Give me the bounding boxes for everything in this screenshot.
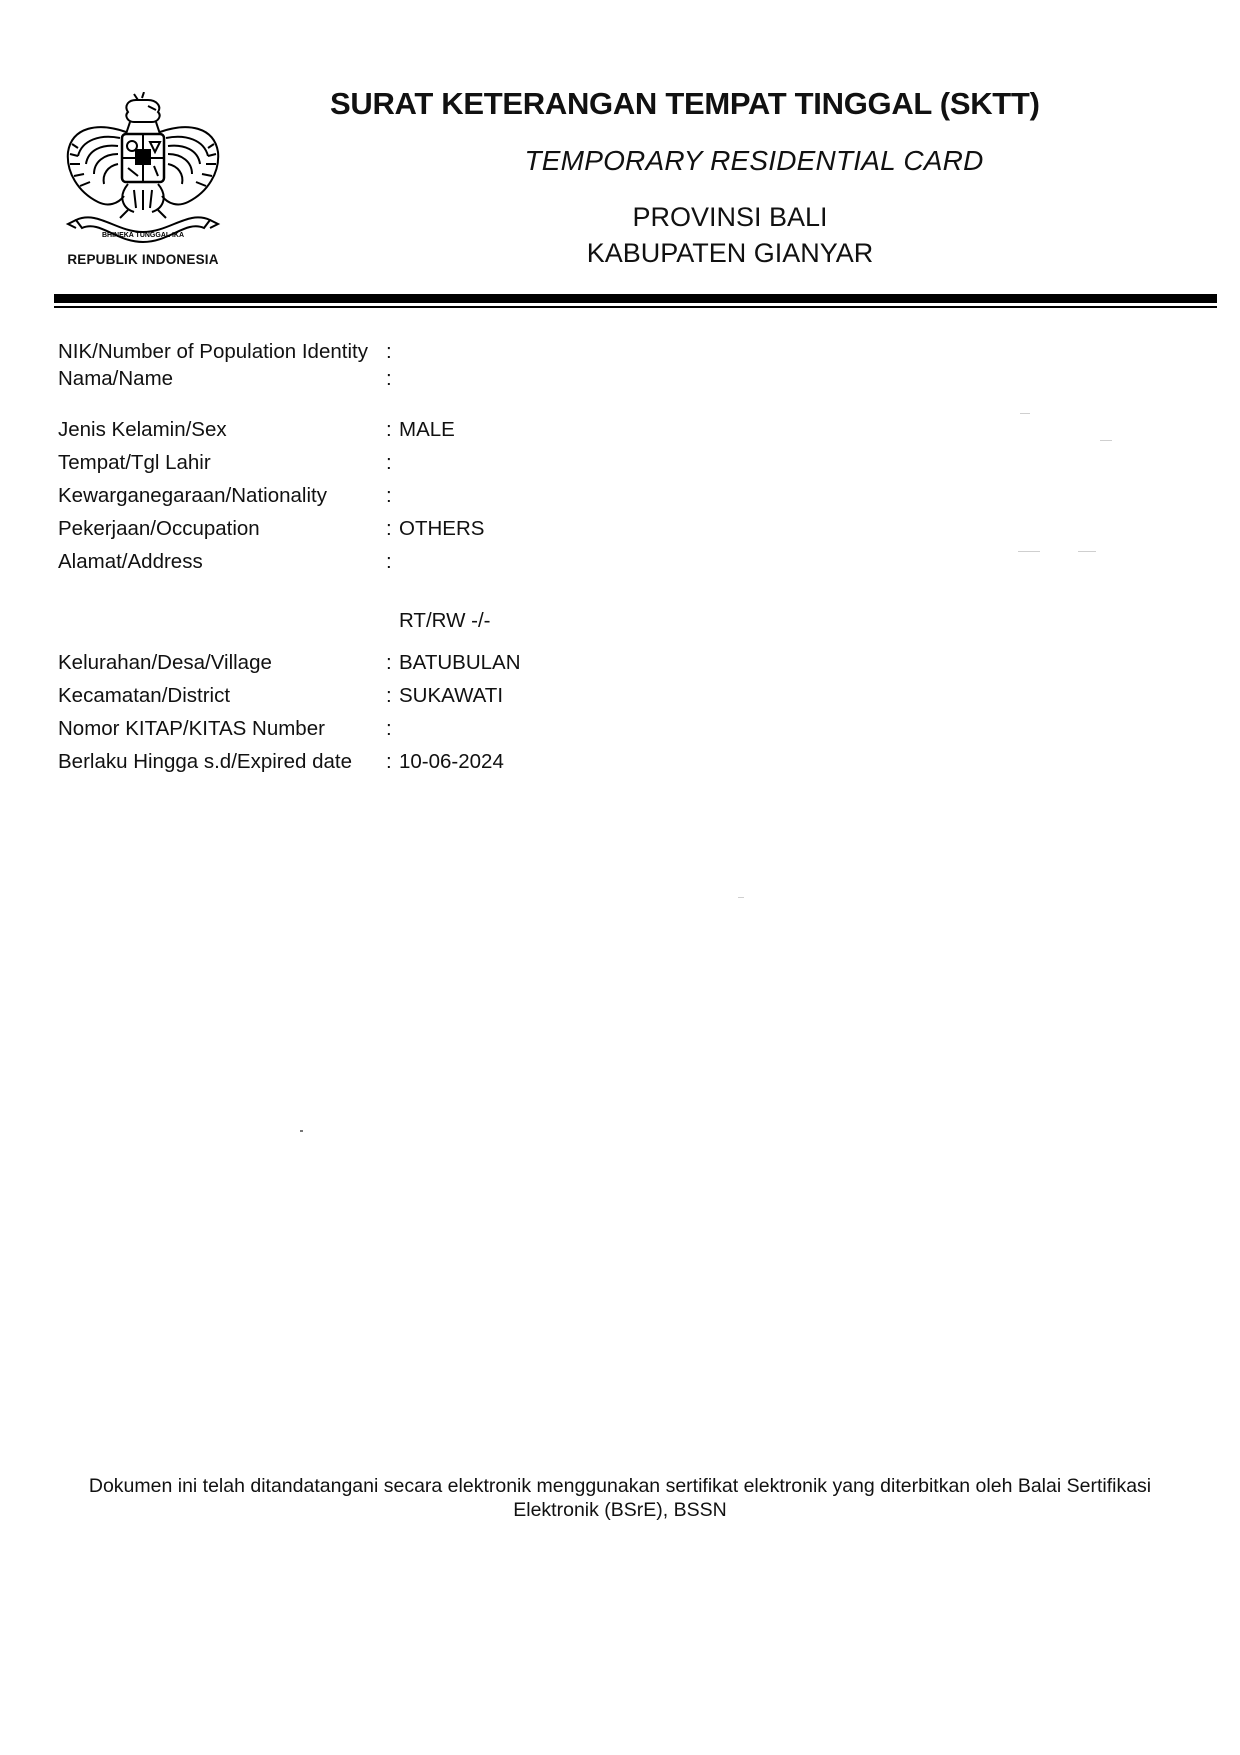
village-colon: :: [386, 651, 392, 674]
scan-speck: [1020, 413, 1030, 414]
document-title: SURAT KETERANGAN TEMPAT TINGGAL (SKTT): [330, 86, 1040, 121]
district-colon: :: [386, 684, 392, 707]
sex-colon: :: [386, 418, 392, 441]
scan-speck: [1078, 551, 1096, 552]
svg-text:BHINEKA TUNGGAL IKA: BHINEKA TUNGGAL IKA: [101, 232, 185, 239]
garuda-emblem-icon: [58, 92, 228, 252]
occupation-label: Pekerjaan/Occupation: [58, 517, 260, 540]
sex-label: Jenis Kelamin/Sex: [58, 418, 227, 441]
nationality-label: Kewarganegaraan/Nationality: [58, 484, 327, 507]
province-heading: PROVINSI BALI: [632, 202, 828, 232]
regency-heading: KABUPATEN GIANYAR: [586, 238, 874, 268]
address-rt-rw: RT/RW -/-: [399, 609, 491, 632]
birth-colon: :: [386, 451, 392, 474]
scan-speck: [1100, 440, 1112, 441]
kitas-label: Nomor KITAP/KITAS Number: [58, 717, 325, 740]
address-label: Alamat/Address: [58, 550, 203, 573]
name-label: Nama/Name: [58, 367, 174, 390]
expiry-value: 10-06-2024: [399, 750, 504, 773]
village-label: Kelurahan/Desa/Village: [58, 651, 272, 674]
nationality-colon: :: [386, 484, 392, 507]
expiry-label: Berlaku Hingga s.d/Expired date: [58, 750, 353, 773]
district-value: SUKAWATI: [399, 684, 504, 707]
document-subtitle-text: TEMPORARY RESIDENTIAL CARD: [524, 145, 984, 176]
header-rule-thin: [54, 306, 1217, 308]
scan-speck: [300, 1130, 303, 1132]
nik-colon: :: [386, 340, 392, 363]
signature-notice-line-1: Dokumen ini telah ditandatangani secara elektronik menggunakan sertifikat elektronik yang diterbitkan oleh Balai Sertifikasi: [88, 1475, 1152, 1497]
emblem-caption: REPUBLIK INDONESIA: [67, 252, 219, 267]
name-colon: :: [386, 367, 392, 390]
scan-speck: [1018, 551, 1040, 552]
header-rule-thick: [54, 294, 1217, 303]
document-subtitle: [330, 145, 1130, 177]
district-label: Kecamatan/District: [58, 684, 231, 707]
signature-notice: [50, 1474, 1190, 1522]
village-value: BATUBULAN: [399, 651, 521, 674]
address-colon: :: [386, 550, 392, 573]
sex-value: MALE: [399, 418, 455, 441]
birth-label: Tempat/Tgl Lahir: [58, 451, 211, 474]
occupation-value: OTHERS: [399, 517, 485, 540]
signature-notice-line-2: Elektronik (BSrE), BSSN: [513, 1499, 727, 1521]
nik-label: NIK/Number of Population Identity: [58, 340, 368, 363]
kitas-colon: :: [386, 717, 392, 740]
occupation-colon: :: [386, 517, 392, 540]
scan-speck: [738, 897, 744, 898]
expiry-colon: :: [386, 750, 392, 773]
